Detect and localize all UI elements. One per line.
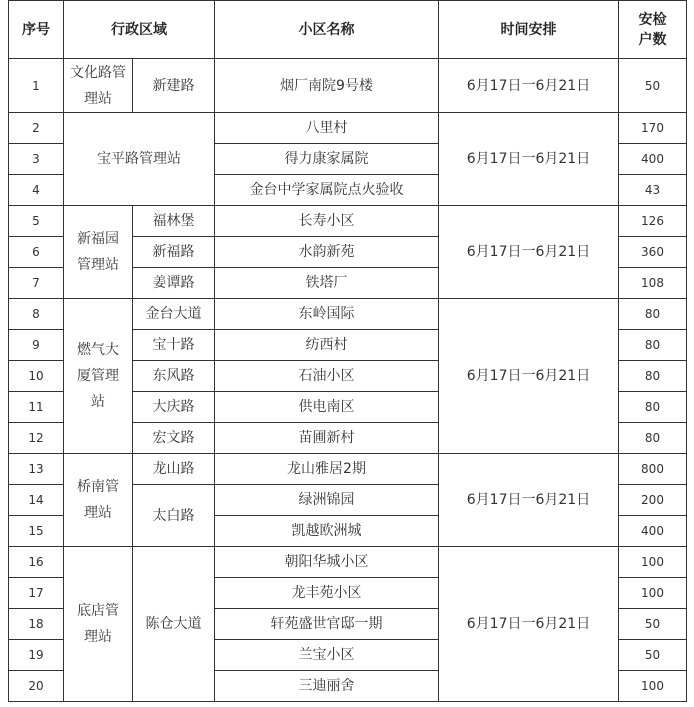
table-row	[9, 547, 687, 578]
row-seq: 19	[9, 640, 64, 671]
station-cell: 宝平路管理站	[64, 113, 215, 206]
row-seq: 11	[9, 392, 64, 423]
road-cell: 姜谭路	[133, 268, 215, 299]
community-cell: 得力康家属院	[215, 144, 439, 175]
households-cell: 100	[619, 547, 687, 578]
community-cell: 绿洲锦园	[215, 485, 439, 516]
row-seq: 10	[9, 361, 64, 392]
community-cell: 苗圃新村	[215, 423, 439, 454]
community-cell: 东岭国际	[215, 299, 439, 330]
row-seq: 14	[9, 485, 64, 516]
community-cell: 长寿小区	[215, 206, 439, 237]
row-seq: 16	[9, 547, 64, 578]
row-seq: 20	[9, 671, 64, 702]
households-cell: 80	[619, 299, 687, 330]
households-cell: 108	[619, 268, 687, 299]
row-seq: 4	[9, 175, 64, 206]
header-community: 小区名称	[215, 1, 439, 59]
table-row	[9, 59, 687, 113]
households-cell: 360	[619, 237, 687, 268]
community-cell: 金台中学家属院点火验收	[215, 175, 439, 206]
row-seq: 2	[9, 113, 64, 144]
road-cell: 金台大道	[133, 299, 215, 330]
households-cell: 50	[619, 59, 687, 113]
community-cell: 龙丰苑小区	[215, 578, 439, 609]
row-seq: 15	[9, 516, 64, 547]
schedule-cell: 6月17日一6月21日	[439, 547, 619, 702]
community-cell: 铁塔厂	[215, 268, 439, 299]
table-row	[9, 454, 687, 485]
households-cell: 80	[619, 423, 687, 454]
households-cell: 170	[619, 113, 687, 144]
row-seq: 3	[9, 144, 64, 175]
community-cell: 供电南区	[215, 392, 439, 423]
road-cell: 大庆路	[133, 392, 215, 423]
row-seq: 7	[9, 268, 64, 299]
station-cell: 新福园管理站	[64, 206, 133, 299]
row-seq: 5	[9, 206, 64, 237]
community-cell: 龙山雅居2期	[215, 454, 439, 485]
row-seq: 6	[9, 237, 64, 268]
community-cell: 水韵新苑	[215, 237, 439, 268]
households-cell: 400	[619, 516, 687, 547]
road-cell: 新福路	[133, 237, 215, 268]
households-cell: 43	[619, 175, 687, 206]
households-cell: 400	[619, 144, 687, 175]
community-cell: 八里村	[215, 113, 439, 144]
households-cell: 800	[619, 454, 687, 485]
row-seq: 12	[9, 423, 64, 454]
road-cell: 新建路	[133, 59, 215, 113]
road-cell: 陈仓大道	[133, 547, 215, 702]
station-cell: 桥南管理站	[64, 454, 133, 547]
schedule-cell: 6月17日一6月21日	[439, 454, 619, 547]
road-cell: 龙山路	[133, 454, 215, 485]
table-row	[9, 206, 687, 237]
header-district: 行政区域	[64, 1, 215, 59]
table-row	[9, 299, 687, 330]
row-seq: 1	[9, 59, 64, 113]
inspection-schedule-table	[8, 0, 687, 702]
households-cell: 100	[619, 578, 687, 609]
station-cell: 底店管理站	[64, 547, 133, 702]
households-cell: 100	[619, 671, 687, 702]
station-cell: 燃气大厦管理站	[64, 299, 133, 454]
households-cell: 126	[619, 206, 687, 237]
station-cell: 文化路管理站	[64, 59, 133, 113]
community-cell: 石油小区	[215, 361, 439, 392]
row-seq: 8	[9, 299, 64, 330]
schedule-cell: 6月17日一6月21日	[439, 206, 619, 299]
schedule-cell: 6月17日一6月21日	[439, 299, 619, 454]
households-cell: 80	[619, 361, 687, 392]
header-households: 安检户数	[619, 1, 687, 59]
households-cell: 200	[619, 485, 687, 516]
community-cell: 三迪丽舍	[215, 671, 439, 702]
header-row	[9, 1, 687, 59]
households-cell: 50	[619, 640, 687, 671]
road-cell: 东风路	[133, 361, 215, 392]
schedule-cell: 6月17日一6月21日	[439, 113, 619, 206]
road-cell: 太白路	[133, 485, 215, 547]
households-cell: 80	[619, 392, 687, 423]
community-cell: 烟厂南院9号楼	[215, 59, 439, 113]
community-cell: 兰宝小区	[215, 640, 439, 671]
row-seq: 17	[9, 578, 64, 609]
road-cell: 宝十路	[133, 330, 215, 361]
road-cell: 福林堡	[133, 206, 215, 237]
community-cell: 凯越欧洲城	[215, 516, 439, 547]
schedule-cell: 6月17日一6月21日	[439, 59, 619, 113]
row-seq: 13	[9, 454, 64, 485]
community-cell: 朝阳华城小区	[215, 547, 439, 578]
header-schedule: 时间安排	[439, 1, 619, 59]
community-cell: 纺西村	[215, 330, 439, 361]
header-seq: 序号	[9, 1, 64, 59]
row-seq: 18	[9, 609, 64, 640]
households-cell: 80	[619, 330, 687, 361]
row-seq: 9	[9, 330, 64, 361]
community-cell: 轩苑盛世官邸一期	[215, 609, 439, 640]
table-row	[9, 113, 687, 144]
road-cell: 宏文路	[133, 423, 215, 454]
households-cell: 50	[619, 609, 687, 640]
